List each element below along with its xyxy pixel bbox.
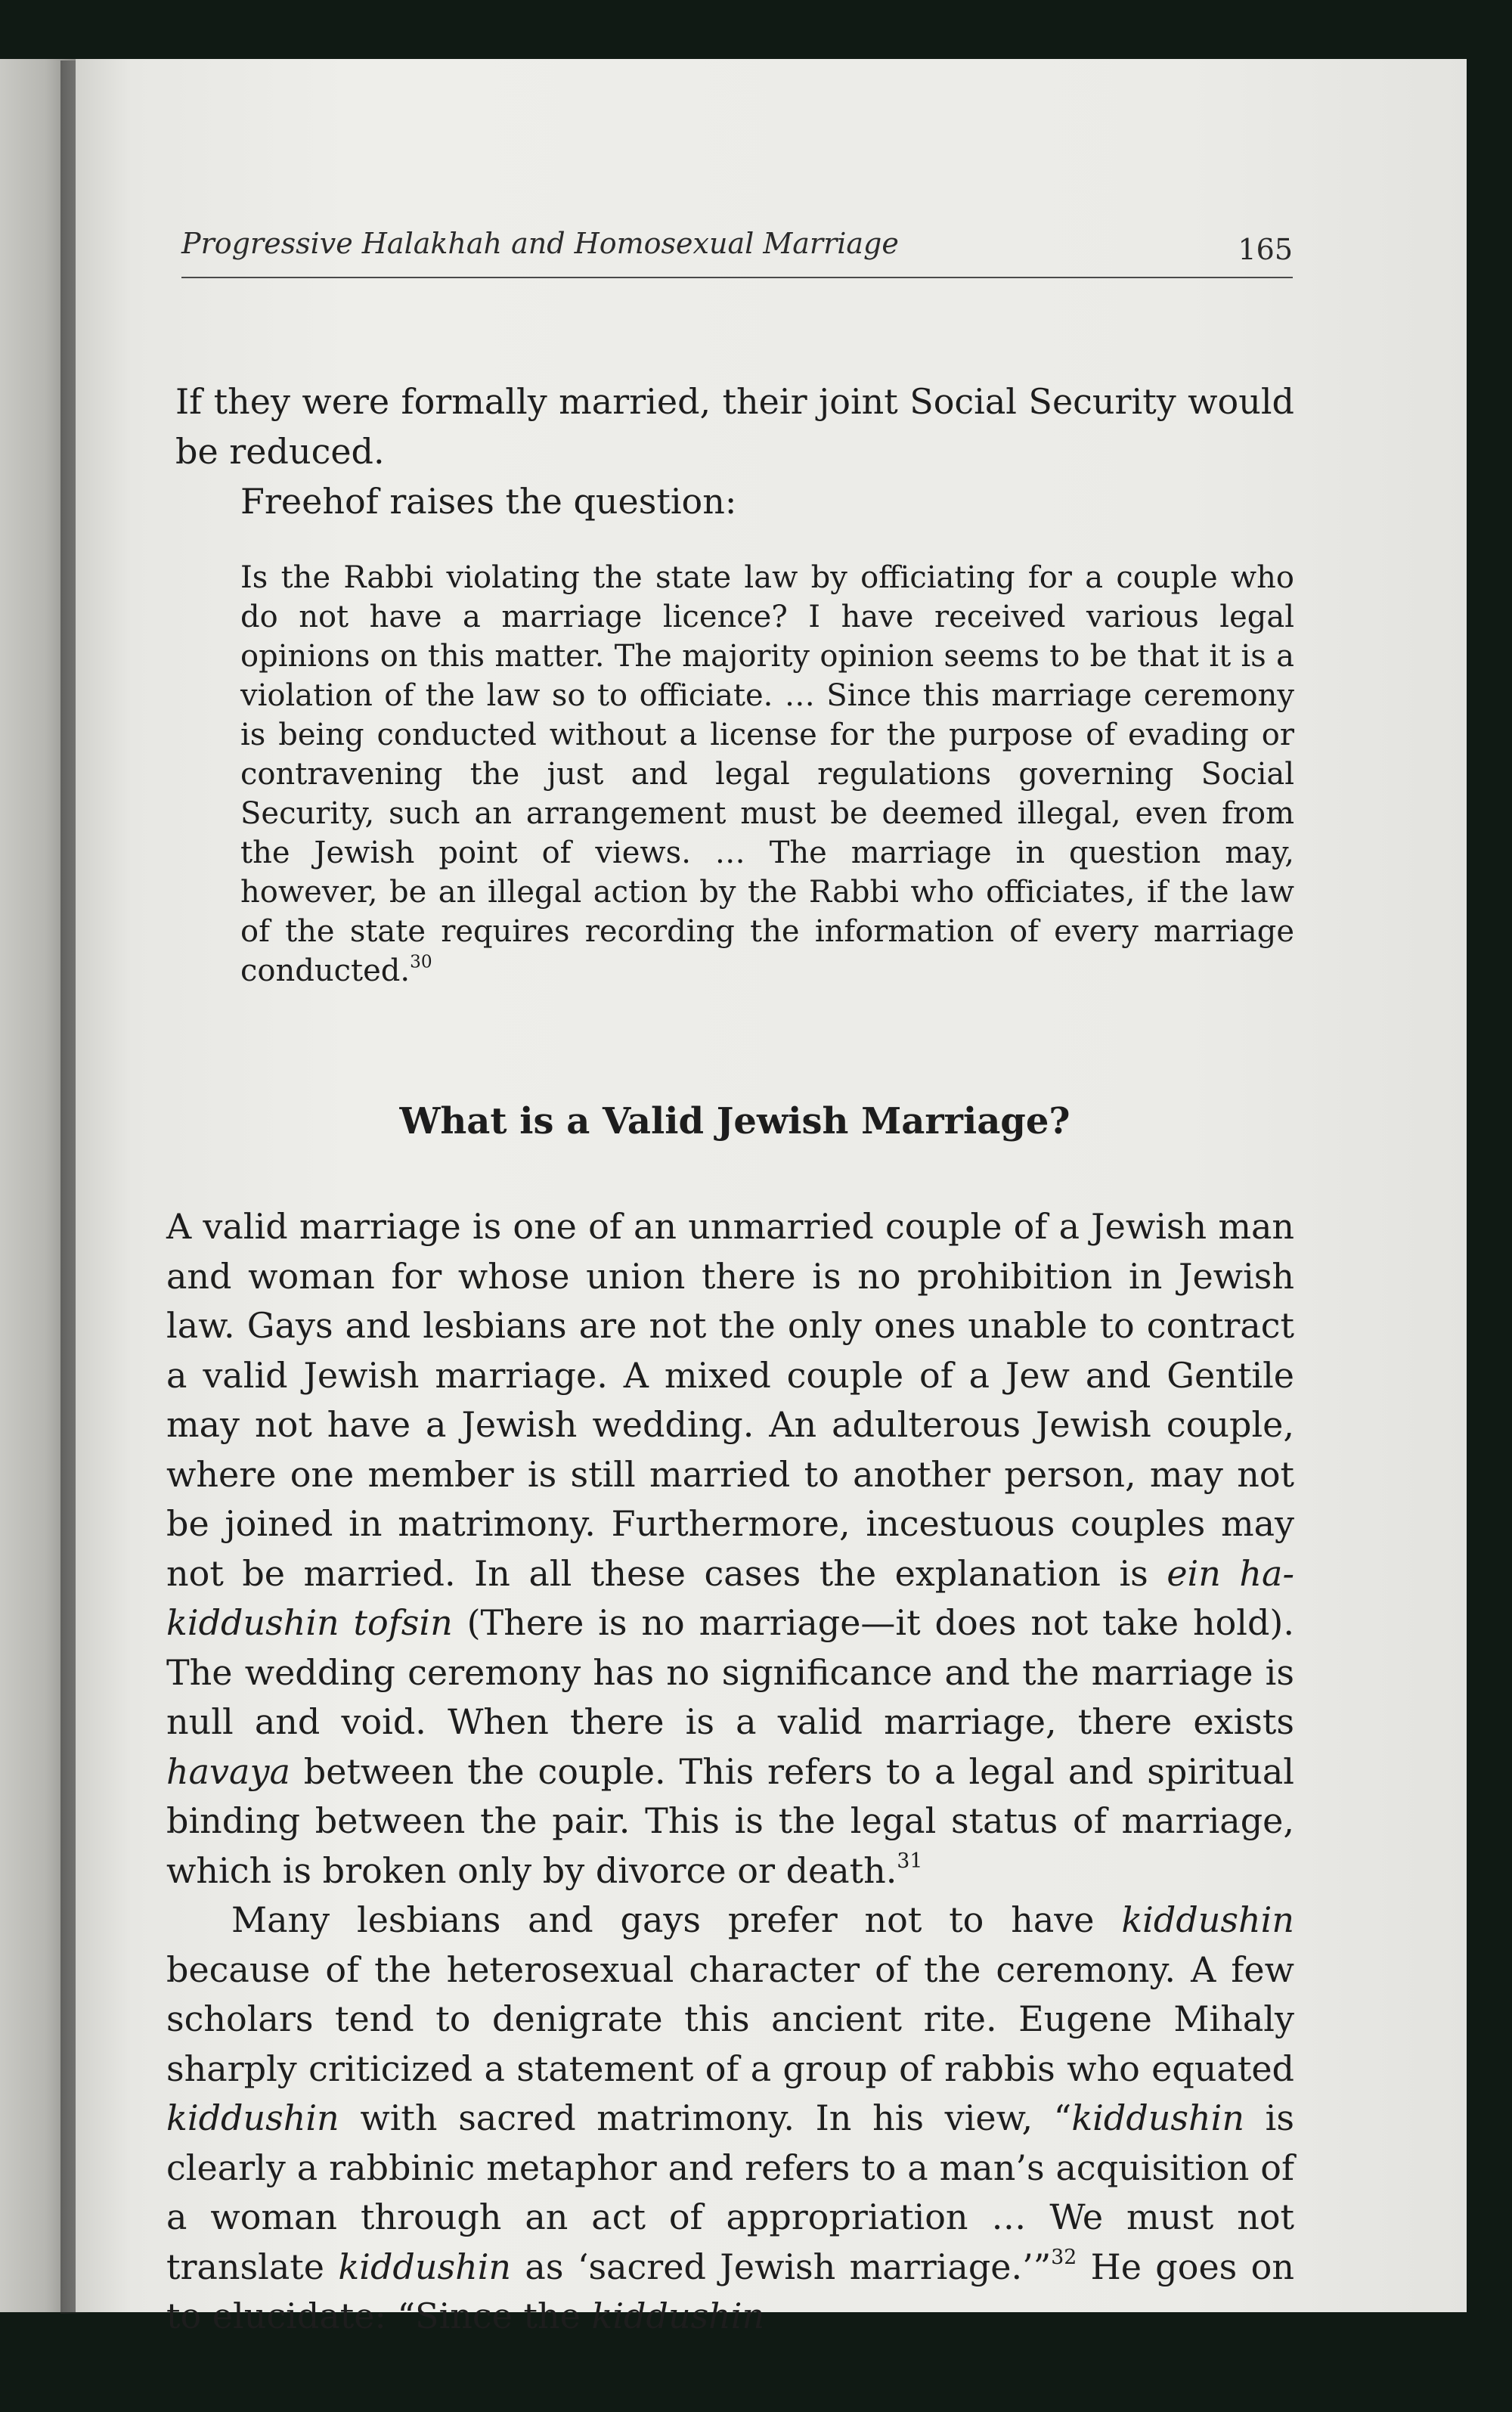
term-kiddushin: kiddushin [166,2097,339,2138]
body-text [166,1202,1294,2342]
para1-text-b: (There is no marriage—it does not take hold). The wedding ceremony has no significance and the marriage is null and void. When there is a valid marriage, there exists [166,1602,1294,1742]
para2-text-e: as ‘sacred Jewish marriage.’” [511,2246,1052,2287]
para2-text-a: Many lesbians and gays prefer not to have [231,1899,1122,1940]
running-head-title: Progressive Halakhah and Homosexual Marriage [181,227,899,260]
intro-line: Freehof raises the question: [240,481,737,522]
term-kiddushin: kiddushin [591,2296,765,2336]
footnote-ref-31: 31 [897,1849,923,1873]
term-ein-ha-kiddushin-tofsin: ein ha-kiddushin tofsin [166,1552,1295,1643]
footnote-ref-30: 30 [410,951,432,972]
book-page [76,59,1467,2336]
para1-text-a: A valid marriage is one of an unmarried couple of a Jewish man and woman for whose union there is no prohibition in Jewish law. Gays and lesbians are not the only ones unable to contract a valid Jewish marriage. A mixed couple of a Jew and Gentile may not have a Jewish wedding. An adulterous Jewish couple, where one member is still married to another person, may not be joined in matrimony. Furthermore, incestuous couples may not be married. In all these cases the explanation is [166,1206,1294,1594]
para2-text-c: with sacred matrimony. In his view, “ [339,2097,1072,2138]
para2-text-f: He goes on to elucidate: “Since the [166,2246,1294,2336]
section-heading: What is a Valid Jewish Marriage? [399,1100,1070,1142]
header-rule [181,277,1293,278]
paragraph-valid-marriage [166,1202,1294,1896]
para2-text-d: is clearly a rabbinic metaphor and refers to a man’s acquisition of a woman through an act of appropriation … We must not translate [166,2097,1294,2287]
paragraph-kiddushin [166,1896,1294,2342]
opening-paragraph [175,377,1294,526]
term-kiddushin: kiddushin [338,2246,512,2287]
running-head [181,218,1293,278]
para1-text-c: between the couple. This refers to a legal and spiritual binding between the pair. This is the legal status of marriage, which is broken only by divorce or death. [166,1750,1294,1891]
term-kiddushin: kiddushin [1071,2097,1244,2138]
term-kiddushin: kiddushin [1121,1899,1294,1940]
footnote-ref-32: 32 [1051,2245,1077,2269]
quote-text: Is the Rabbi violating the state law by officiating for a couple who do not have a marriage licence? I have received various legal opinions on this matter. The majority opinion seems to be that it is a violation of the law so to officiate. … Since this marriage ceremony is being conducted without a license for the purpose of evading or contravening the just and legal regulations governing Social Security, such an arrangement must be deemed illegal, even from the Jewish point of views. … The marriage in question may, however, be an illegal action by the Rabbi who officiates, if the law of the state requires recording the information of every marriage conducted. [240,560,1294,988]
para2-text-b: because of the heterosexual character of the ceremony. A few scholars tend to denigrate this ancient rite. Eugene Mihaly sharply criticized a statement of a group of rabbis who equated [166,1949,1294,2089]
page-number: 165 [1238,233,1293,266]
term-havaya: havaya [166,1750,290,1792]
opening-line: If they were formally married, their joint Social Security would be reduced. [175,381,1294,472]
block-quote [240,558,1294,991]
